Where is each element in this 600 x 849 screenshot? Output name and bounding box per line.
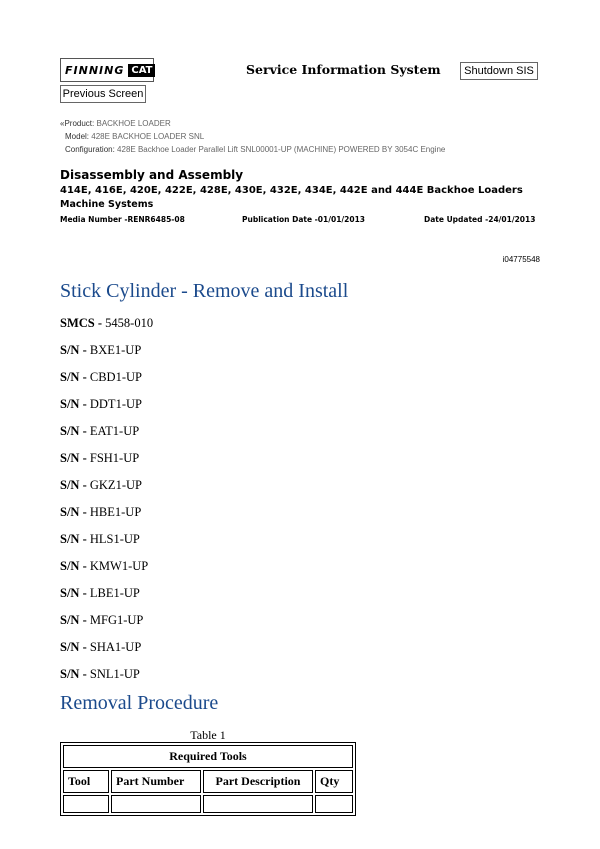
table-cell	[203, 795, 313, 813]
smcs-value: 5458-010	[105, 316, 154, 330]
sn-label: S/N -	[60, 640, 87, 654]
serial-line	[60, 559, 148, 574]
table-cell	[315, 795, 353, 813]
finning-cat-logo	[60, 58, 154, 82]
column-header-tool: Tool	[63, 770, 109, 793]
column-header-qty: Qty	[315, 770, 353, 793]
reference-id: i04775548	[502, 255, 540, 264]
serial-value: SHA1-UP	[89, 640, 142, 654]
sn-label: S/N -	[60, 451, 87, 465]
serial-value: BXE1-UP	[89, 343, 142, 357]
smcs-label: SMCS -	[60, 316, 103, 330]
serial-value: LBE1-UP	[89, 586, 140, 600]
required-tools-table	[60, 742, 356, 816]
section-title: Disassembly and Assembly	[60, 168, 244, 182]
models-heading: 414E, 416E, 420E, 422E, 428E, 430E, 432E, 434E, 442E and 444E Backhoe Loaders	[60, 185, 523, 196]
machine-systems: Machine Systems	[60, 199, 154, 210]
product-value: BACKHOE LOADER	[96, 119, 171, 128]
serial-value: SNL1-UP	[89, 667, 140, 681]
table-cell	[63, 795, 109, 813]
table-row	[63, 795, 353, 813]
removal-procedure-heading: Removal Procedure	[60, 692, 219, 714]
configuration-value: 428E Backhoe Loader Parallel Lift SNL00001-UP (MACHINE) POWERED BY 3054C Engine	[117, 145, 446, 154]
serial-value: EAT1-UP	[89, 424, 140, 438]
serial-line	[60, 370, 142, 385]
serial-line	[60, 586, 140, 601]
serial-line	[60, 640, 141, 655]
serial-line	[60, 424, 139, 439]
serial-value: HBE1-UP	[89, 505, 142, 519]
serial-line	[60, 451, 139, 466]
serial-value: CBD1-UP	[89, 370, 142, 384]
smcs-line	[60, 316, 153, 331]
serial-line	[60, 667, 140, 682]
sn-label: S/N -	[60, 343, 87, 357]
cat-badge: CAT	[128, 64, 155, 77]
model-label: Model:	[65, 132, 90, 141]
sn-label: S/N -	[60, 532, 87, 546]
publication-date: Publication Date -01/01/2013	[242, 215, 366, 224]
serial-line	[60, 478, 142, 493]
previous-screen-button[interactable]: Previous Screen	[60, 85, 146, 103]
table-header-row	[63, 770, 353, 793]
sn-label: S/N -	[60, 505, 87, 519]
serial-line	[60, 613, 143, 628]
media-number: Media Number -RENR6485-08	[60, 215, 185, 224]
configuration-line	[65, 145, 445, 154]
sn-label: S/N -	[60, 478, 87, 492]
sn-label: S/N -	[60, 424, 87, 438]
table-title: Required Tools	[63, 745, 353, 768]
sn-label: S/N -	[60, 586, 87, 600]
serial-line	[60, 505, 141, 520]
shutdown-sis-button[interactable]: Shutdown SIS	[460, 62, 538, 80]
serial-value: MFG1-UP	[89, 613, 144, 627]
serial-value: GKZ1-UP	[89, 478, 142, 492]
back-arrow-icon[interactable]: «	[60, 119, 65, 128]
column-header-part-description: Part Description	[203, 770, 313, 793]
date-updated: Date Updated -24/01/2013	[424, 215, 536, 224]
sn-label: S/N -	[60, 559, 87, 573]
serial-line	[60, 343, 141, 358]
table-title-row	[63, 745, 353, 768]
configuration-label: Configuration:	[65, 145, 115, 154]
logo-text: FINNING	[65, 63, 125, 77]
sn-label: S/N -	[60, 613, 87, 627]
system-title: Service Information System	[246, 62, 441, 77]
sn-label: S/N -	[60, 667, 87, 681]
serial-line	[60, 397, 142, 412]
product-label: Product:	[64, 119, 95, 128]
page-title: Stick Cylinder - Remove and Install	[60, 280, 349, 302]
serial-line	[60, 532, 140, 547]
serial-value: HLS1-UP	[89, 532, 140, 546]
sn-label: S/N -	[60, 397, 87, 411]
table-cell	[111, 795, 201, 813]
model-line	[65, 132, 204, 141]
column-header-part-number: Part Number	[111, 770, 201, 793]
model-value: 428E BACKHOE LOADER SNL	[91, 132, 205, 141]
serial-value: KMW1-UP	[89, 559, 149, 573]
product-line	[60, 119, 171, 128]
serial-value: DDT1-UP	[89, 397, 142, 411]
table-caption: Table 1	[190, 728, 226, 742]
sn-label: S/N -	[60, 370, 87, 384]
serial-value: FSH1-UP	[89, 451, 140, 465]
